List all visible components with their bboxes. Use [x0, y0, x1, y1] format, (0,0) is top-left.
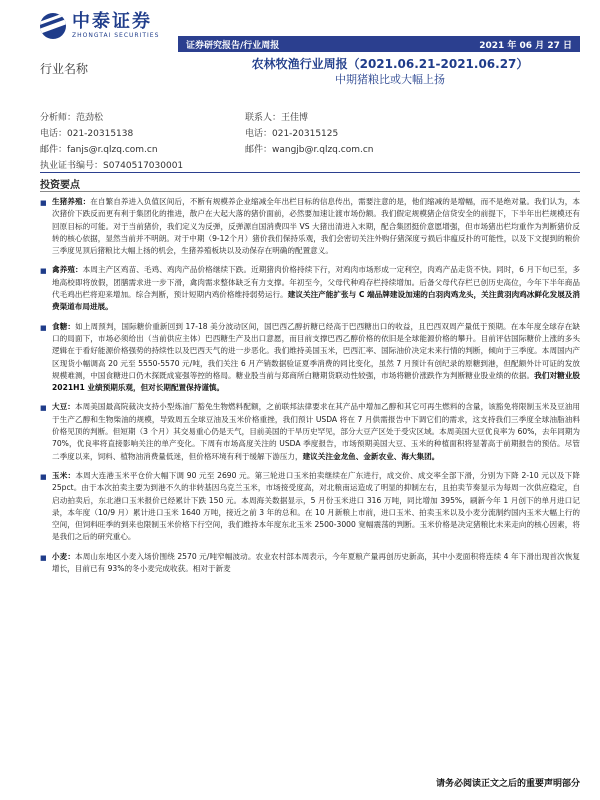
- report-date: 2021 年 06 月 27 日: [479, 40, 572, 51]
- paragraph-text: 本周大连港玉米平仓价大幅下调 90 元至 2690 元。第三轮进口玉米拍卖继续在广东进行，成交价、成交率全部下滑，分别为下降 2-10 元以及下降 25pct。由于本次拍卖主要为到港不久的非转基因乌克兰玉米，市场接受度高，对北粮南运造成了明显的抑制左右，且拍卖节奏显示为每周一次供应稳定，自启动拍卖后，东北港口玉米报价已经累计下跌 150 元。本周海关数据显示，5 月份玉米进口 316 万吨，同比增加 395%，刷新今年 1 月创下的单月进口记录，本年度（10/9 月）累计进口玉米 1640 万吨，接近之前 3 年的总和。在 10 月新粮上市前，进口玉米、拍卖玉米以及小麦分流制约国内玉米大幅上行的空间，但饲料旺季的到来也限制玉米价格下行空间，我们维持本年度东北玉米 2500-3000 宽幅震荡的判断。玉米价格是决定猪粮比未来走向的核心因素，将是我们之后的研究重心。: [52, 470, 581, 542]
- investment-points: [40, 196, 580, 582]
- report-subtitle: 中期猪粮比或大幅上扬: [335, 73, 445, 86]
- header-band: [178, 36, 580, 52]
- zhongtai-logo-icon: [40, 13, 66, 39]
- paragraph-soybean: [40, 401, 580, 462]
- contact-phone: 电话：021-20315125: [245, 128, 339, 139]
- analyst-license: 执业证书编号：S0740517030001: [40, 160, 184, 171]
- paragraph-text: 本周山东地区小麦入场价围绕 2570 元/吨窄幅波动。农业农村部本周表示，今年夏粮产量再创历史新高，其中小麦面积将连续 4 年下滑出现首次恢复增长，目前已有 93%的冬小麦完成收获。相对于新麦: [52, 551, 580, 574]
- report-category: 证券研究报告/行业周报: [186, 40, 280, 51]
- analyst-phone: 电话：021-20315138: [40, 128, 134, 139]
- paragraph-highlight: 我们对糖业股 2021H1 业绩预期乐观，但对长期配置保持谨慎。: [52, 370, 580, 393]
- paragraph-text: 如上周预判，国际糖价重新回到 17-18 美分波动区间，国巴西乙醇折糖已经高于巴西糖出口的收益，且巴西双周产量低于预期。在本年度全球存在缺口的局面下，市场必须给出（当前供应主体）巴西糖生产及出口意愿，而目前支撑巴西乙醇价格的依旧是全球能源价格的攀升。目前评估国际糖价上涨的多头逻辑在于看好能源价格强势的持续性以及巴西天气的进一步恶化。我们维持美国玉米，巴西汇率、国际油价决定未来行情的判断，倾向于三季度。本周国内产区现货小幅调高 20 元至 5550-5570 元/吨，我们关注 6 月产销数据验证夏季消费的同比变化，虽然 7 月预计有创纪录的原糖到港，但配额外计可证的发放规模难测，中国食糖进口仍木探既成宴强等控的格局。糖业股当前与郑商所白糖期货联动性较强，市场将糖价涨跌作为判断糖业股业绩的依据。: [52, 321, 580, 380]
- square-bullet-icon: ■: [40, 199, 47, 207]
- paragraph-lead: 生猪养殖：: [52, 197, 91, 206]
- analyst-name: 分析师：范劲松: [40, 112, 104, 123]
- contact-email-link[interactable]: 邮件：wangjb@r.qlzq.com.cn: [245, 144, 374, 155]
- square-bullet-icon: ■: [40, 553, 47, 562]
- paragraph-hog: [40, 196, 580, 257]
- industry-name-label: 行业名称: [40, 62, 89, 76]
- paragraph-lead: 小麦：: [52, 551, 76, 561]
- analyst-email-link[interactable]: 邮件：fanjs@r.qlzq.com.cn: [40, 144, 158, 155]
- paragraph-highlight: 建议关注产能扩张与 C 端品牌建设加速的白羽肉鸡龙头，关注黄羽肉鸡冰鲜化发展及消费渠道布局进展。: [52, 290, 580, 312]
- square-bullet-icon: ■: [40, 472, 47, 481]
- square-bullet-icon: ■: [40, 404, 47, 413]
- paragraph-text: 本周主产区鸡苗、毛鸡、鸡肉产品价格继续下跌。近期猪肉价格持续下行，对鸡肉市场形成一定利空，肉鸡产品走货不快。同时，6 月下旬已至，多地高校即将放假，团膳需求进一步下滑，禽肉需求整体缺乏有力支撑。年初至今，父母代种鸡存栏持续增加。后备父母代存栏已创历史高位，今年下半年商品代毛鸡出栏将迎来增加。综合判断，预计短期内鸡价格维持弱势运行。: [52, 265, 580, 300]
- paragraph-lead: 食糖：: [52, 321, 76, 331]
- paragraph-text: 本周美国最高院裁决支持小型炼油厂豁免生物燃料配额，之前联邦法律要求在其产品中增加乙醇和其它可再生燃料的含量，该豁免将限制玉米及豆油用于生产乙醇和生物柴油的规模，导致周五全球豆油及玉米价格重挫，我们预计 USDA 将在 7 月供需报告中下调它们的需求，这支持我们三季度全球油脂油料价格见顶的判断。但短期（3 个月）其交易重心仍是天气，目前美国的干旱历史罕见，部分大豆产区处于受灾区域。本周美国大豆优良率为 60%，去年同期为 70%，优良率将直接影响关注的单产变化。下周有市场高度关注的 USDA 季度报告，市场预期美国大豆、玉米的种植面积将显著高于前期报告的预估。尽管二季度以来，饲料、植物油消费量低迷，但价格环境有利于缓解下游压力，: [52, 402, 581, 461]
- footer-disclaimer: 请务必阅读正文之后的重要声明部分: [435, 779, 580, 789]
- logo-english-name: ZHONGTAI SECURITIES: [72, 32, 160, 39]
- square-bullet-icon: ■: [40, 323, 47, 332]
- report-header: [0, 0, 600, 56]
- paragraph-corn: [40, 470, 580, 544]
- investment-heading: 投资要点: [40, 180, 80, 191]
- paragraph-poultry: [40, 264, 580, 313]
- paragraph-lead: 玉米：: [52, 470, 76, 480]
- contact-name: 联系人：王佳博: [245, 112, 309, 123]
- company-logo: [40, 12, 159, 39]
- paragraph-text: 在自繁自养进入负值区间后，不断有规模养企业缩减全年出栏目标的信息传出，需要注意的是，他们缩减的是增幅，而不是绝对量。我们认为，本次猪价下跌反而更有利于集团化的推进，散户在大起大落的猪价面前，必然要加速让渡市场份额。我们假定规模猪企信贷安全的前提下，下半年出栏规模还有回原目标的可能。对于当前猪价，我们定义为反弹，反弹源自国消费四半 VS 大猪出清进入末期，配合集团挺价意愿增强，但市场猪出栏均重作为判断猪价反转的核心依据，显然当前并不明朗。对于中期（9-12个月）猪价我们保持乐观，我们会密切关注外购仔猪深度亏损后非瘟反扑的可能性，以及下文提到的粮价三季度见顶后猪粮比大幅上扬的机会，生猪养殖板块以及动保存在明确的配置意义。: [52, 197, 580, 256]
- logo-chinese-name: 中泰证券: [72, 11, 152, 32]
- paragraph-sugar: [40, 321, 580, 395]
- section-divider: [40, 191, 580, 192]
- contact-block: [40, 108, 580, 172]
- paragraph-highlight: 建议关注金龙鱼、金新农业、海大集团。: [302, 451, 440, 461]
- square-bullet-icon: ■: [40, 267, 47, 276]
- paragraph-lead: 禽养殖：: [52, 265, 83, 275]
- header-divider: [40, 172, 580, 173]
- report-title: 农林牧渔行业周报（2021.06.21-2021.06.27）: [251, 57, 529, 71]
- paragraph-wheat: [40, 551, 580, 576]
- paragraph-lead: 大豆：: [52, 402, 75, 412]
